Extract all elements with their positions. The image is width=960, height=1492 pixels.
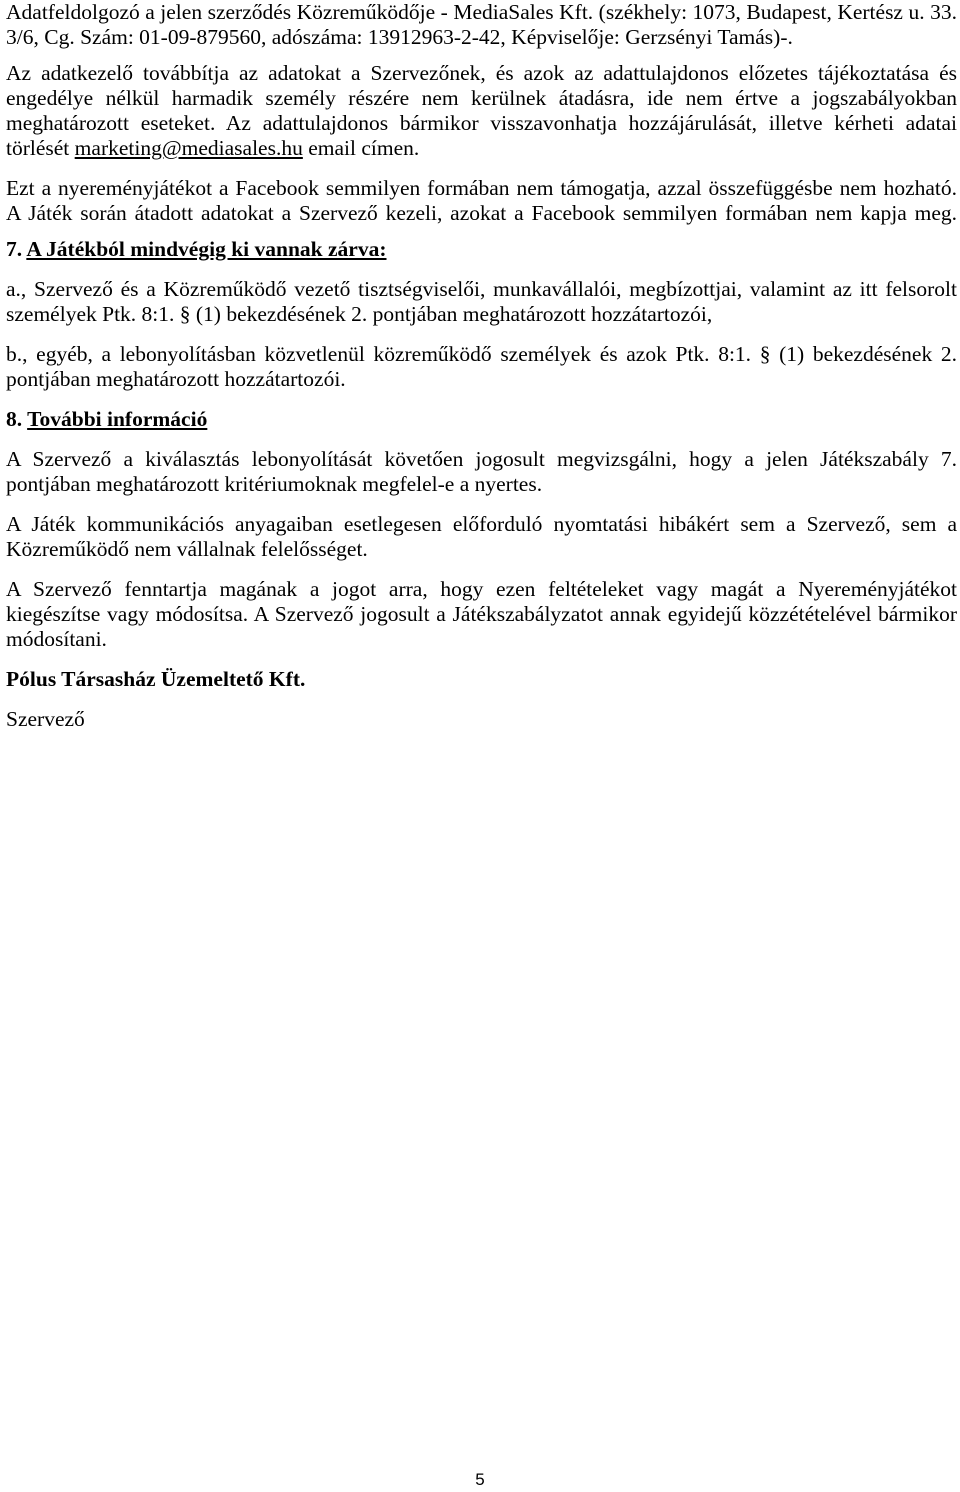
info-paragraph-1: A Szervező a kiválasztás lebonyolítását követően jogosult megvizsgálni, hogy a jelen Játékszabály 7. pontjában meghatározott kritériumoknak megfelel-e a nyertes. xyxy=(6,447,957,496)
spacer xyxy=(6,432,957,447)
spacer xyxy=(6,497,957,512)
exclusion-item-b: b., egyéb, a lebonyolításban közvetlenül közreműködő személyek és azok Ptk. 8:1. § (1) bekezdésének 2. pontjában meghatározott hozzátartozói. xyxy=(6,342,957,391)
section-7-title: A Játékból mindvégig ki vannak zárva: xyxy=(26,237,387,261)
section-8-title: További információ xyxy=(27,407,208,431)
facebook-disclaimer-paragraph: Ezt a nyereményjátékot a Facebook semmilyen formában nem támogatja, azzal összefüggésbe nem hozható. A Játék során átadott adatokat a Szervező kezeli, azokat a Facebook semmilyen formában nem kapja meg. xyxy=(6,176,957,225)
email-link[interactable]: marketing@mediasales.hu xyxy=(74,136,303,160)
spacer xyxy=(6,50,957,61)
spacer xyxy=(6,226,957,237)
info-paragraph-2: A Játék kommunikációs anyagaiban esetlegesen előforduló nyomtatási hibákért sem a Szervező, sem a Közreműködő nem vállalnak felelősséget. xyxy=(6,512,957,561)
data-transfer-text: Az adatkezelő továbbítja az adatokat a Szervezőnek, és azok az adattulajdonos előzetes tájékoztatása és engedélye nélkül harmadik személy részére nem kerülnek átadásra, ide nem értve a jogszabályokban meghatározott eseteket. Az adattulajdonos bármikor visszavonhatja hozzájárulását, illetve kérheti adatai törlését xyxy=(6,61,957,160)
section-8-number: 8. xyxy=(6,407,23,431)
processor-paragraph: Adatfeldolgozó a jelen szerződés Közreműködője - MediaSales Kft. (székhely: 1073, Budapest, Kertész u. 33. 3/6, Cg. Szám: 01-09-879560, adószáma: 13912963-2-42, Képviselője: Gerzsényi Tamás)-. xyxy=(6,0,957,49)
exclusion-item-a: a., Szervező és a Közreműködő vezető tisztségviselői, munkavállalói, megbízottjai, valamint az itt felsorolt személyek Ptk. 8:1. § (1) bekezdésének 2. pontjában meghatározott hozzátartozói, xyxy=(6,277,957,326)
info-paragraph-3: A Szervező fenntartja magának a jogot arra, hogy ezen feltételeket vagy magát a Nyereményjátékot kiegészítse vagy módosítsa. A Szervező jogosult a Játékszabályzatot annak egyidejű közzétételével bármikor módosítani. xyxy=(6,577,957,651)
document-page xyxy=(6,0,957,732)
spacer xyxy=(6,262,957,277)
organizer-name: Pólus Társasház Üzemeltető Kft. xyxy=(6,667,306,691)
organizer-role: Szervező xyxy=(6,707,85,731)
spacer xyxy=(6,652,957,667)
section-7-number: 7. xyxy=(6,237,23,261)
section-7-heading xyxy=(6,237,957,262)
spacer xyxy=(6,562,957,577)
spacer xyxy=(6,392,957,407)
data-transfer-tail: email címen. xyxy=(308,136,420,160)
section-8-heading xyxy=(6,407,957,432)
spacer xyxy=(6,161,957,176)
data-transfer-paragraph xyxy=(6,61,957,161)
spacer xyxy=(6,327,957,342)
spacer xyxy=(6,692,957,707)
page-number: 5 xyxy=(475,1470,485,1489)
